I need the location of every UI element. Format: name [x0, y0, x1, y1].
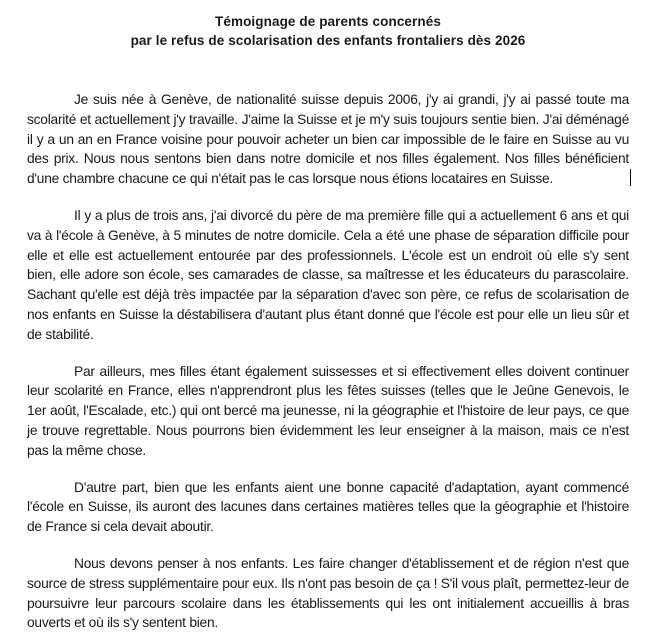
title-line-1: Témoignage de parents concernés: [215, 14, 441, 29]
paragraph-5: Nous devons penser à nos enfants. Les faire changer d'établissement et de région n'est que source de stress supplémentaire pour eux. Ils n'ont pas besoin de ça ! S'il vous plaît, permettez-leur de poursuivre leur parcours scolaire dans les établissements qui les ont initialement accueillis à bras ouverts et où ils s'y sentent bien.: [27, 555, 629, 631]
document-title: [27, 12, 629, 50]
document-body[interactable]: [27, 90, 629, 633]
paragraph-2: Il y a plus de trois ans, j'ai divorcé du père de ma première fille qui a actuellement 6 ans et qui va à l'école à Genève, à 5 minutes de notre domicile. Cela a été une phase de séparation difficile pour elle et elle est actuellement entourée par des professionnels. L'école est un endroit où elle s'y sent bien, elle adore son école, ses camarades de classe, sa maîtresse et les éducateurs du parascolaire. Sachant qu'elle est déjà très impactée par la séparation d'avec son père, ce refus de scolarisation de nos enfants en Suisse la déstabilisera d'autant plus étant donné que l'école est pour elle un lieu sûr et de stabilité.: [27, 207, 629, 342]
paragraph-4: D'autre part, bien que les enfants aient une bonne capacité d'adaptation, ayant commencé l'école en Suisse, ils auront des lacunes dans certaines matières telles que la géographie et l'histoire de France si cela devait aboutir.: [27, 479, 629, 535]
paragraph-1: Je suis née à Genève, de nationalité suisse depuis 2006, j'y ai grandi, j'y ai passé toute ma scolarité et actuellement j'y travaille. J'aime la Suisse et je m'y suis toujours sentie bien. J'ai déménagé il y a un an en France voisine pour pouvoir acheter un bien car impossible de le faire en Suisse au vu des prix. Nous nous sentons bien dans notre domicile et nos filles également. Nos filles bénéficient d'une chambre chacune ce qui n'était pas le cas lorsque nous étions locataires en Suisse.: [27, 92, 629, 187]
title-line-2: par le refus de scolarisation des enfants frontaliers dès 2026: [130, 33, 526, 48]
text-cursor: [630, 169, 631, 186]
paragraph-3: Par ailleurs, mes filles étant également suissesses et si effectivement elles doivent continuer leur scolarité en France, elles n'apprendront plus les fêtes suisses (telles que le Jeûne Genevois, le 1er août, l'Escalade, etc.) qui ont bercé ma jeunesse, ni la géographie et l'histoire de leur pays, ce que je trouve regrettable. Nous pourrons bien évidemment les leur enseigner à la maison, mais ce n'est pas la même chose.: [27, 363, 629, 458]
